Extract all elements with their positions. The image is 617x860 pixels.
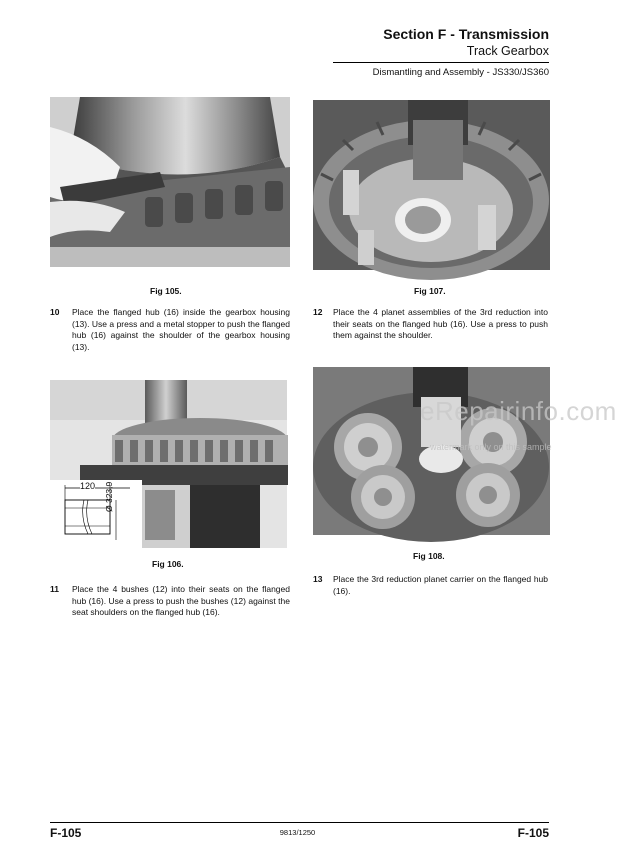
step-10 [50,307,290,357]
bush-dimension-drawing [50,480,142,548]
inset-width-label: 120 [80,481,96,491]
inset-diameter-label: Ø 323,9 [104,481,114,512]
step-text: Place the 3rd reduction planet carrier on the flanged hub (16). [333,574,548,596]
fig-106-inset-drawing [50,480,142,548]
footer-divider [50,822,549,823]
step-text: Place the 4 planet assemblies of the 3rd reduction into their seats on the flanged hub (16). Use a press to push them against the shoulder. [333,307,548,340]
footer-page-left: F-105 [50,826,82,840]
step-text: Place the 4 bushes (12) into their seats on the flanged hub (16). Use a press to push the bushes (12) against the seat shoulders on the flanged hub (16). [72,584,290,617]
step-11 [50,584,290,624]
fig-107-caption: Fig 107. [414,286,446,296]
fig-107-photo [313,100,550,270]
section-title: Section F - Transmission [383,26,549,42]
fig-105-photo [50,97,290,267]
watermark-note: watermark only on this sample [430,442,552,452]
step-number: 10 [50,307,60,317]
step-number: 11 [50,584,59,594]
fig-106-caption: Fig 106. [152,559,184,569]
step-13 [313,574,550,602]
footer-doc-number: 9813/1250 [279,828,316,837]
page-subheading: Dismantling and Assembly - JS330/JS360 [372,67,549,78]
header-divider [333,62,549,63]
step-number: 12 [313,307,323,317]
step-number: 13 [313,574,323,584]
watermark: eRepairinfo.com [420,396,617,426]
fig-105-caption: Fig 105. [150,286,182,296]
step-text: Place the flanged hub (16) inside the gearbox housing (13). Use a press and a metal stopper to push the flanged hub (16) against the shoulder of the gearbox housing (13). [72,307,290,352]
fig-108-caption: Fig 108. [413,551,445,561]
footer-page-right: F-105 [517,826,549,840]
subsection-title: Track Gearbox [466,44,549,58]
step-12 [313,307,550,347]
